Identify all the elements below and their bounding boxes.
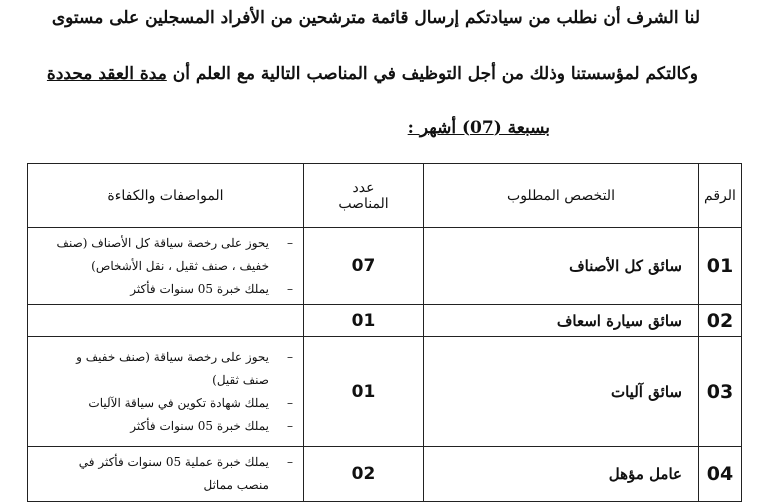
- row-number: 02: [699, 305, 742, 337]
- header-number: الرقم: [699, 164, 742, 228]
- header-count-line-1: عدد: [352, 179, 375, 196]
- qualification-item-continued: خفيف ، صنف ثقيل ، نقل الأشخاص): [91, 258, 269, 273]
- row-count: 01: [304, 305, 424, 337]
- table-row: [28, 305, 742, 337]
- qualification-item-continued: صنف ثقيل): [212, 373, 269, 388]
- header-qualifications: المواصفات والكفاءة: [28, 164, 304, 228]
- qualification-item: – يملك خبرة 05 سنوات فأكثر: [34, 415, 297, 438]
- qualification-item-continued: منصب مماثل: [203, 478, 269, 493]
- intro-line-1: لنا الشرف أن نطلب من سيادتكم إرسال قائمة مترشحين من الأفراد المسجلين على مستوى: [51, 8, 700, 28]
- row-number: 03: [699, 337, 742, 447]
- row-count: 02: [304, 447, 424, 502]
- header-specialty: التخصص المطلوب: [424, 164, 699, 228]
- row-specialty: سائق آليات: [424, 337, 699, 447]
- row-qualifications: [28, 305, 304, 337]
- qualification-item: – يملك خبرة 05 سنوات فأكثر: [34, 278, 297, 301]
- intro-line-2-text: وكالتكم لمؤسستنا وذلك من أجل التوظيف في المناصب التالية مع العلم أن: [166, 64, 698, 84]
- qualification-item: – يحوز على رخصة سياقة كل الأصناف (صنف: [34, 232, 297, 255]
- row-count: 07: [304, 228, 424, 305]
- row-number: 04: [699, 447, 742, 502]
- row-specialty: سائق سيارة اسعاف: [424, 305, 699, 337]
- table-header-row: [28, 164, 742, 228]
- qualification-item: – يحوز على رخصة سياقة (صنف خفيف و: [34, 346, 297, 369]
- row-number: 01: [699, 228, 742, 305]
- table-row: [28, 447, 742, 502]
- row-count: 01: [304, 337, 424, 447]
- header-count-line-2: المناصب: [338, 195, 389, 212]
- row-specialty: سائق كل الأصناف: [424, 228, 699, 305]
- contract-duration-emphasis: مدة العقد محددة: [46, 64, 167, 84]
- row-qualifications: [28, 337, 304, 447]
- intro-line-2: [40, 64, 698, 84]
- qualification-item: – يملك شهادة تكوين في سياقة الآليات: [34, 392, 297, 415]
- intro-line-3: بسبعة (07) أشهر :: [407, 118, 550, 138]
- table-row: [28, 337, 742, 447]
- row-qualifications: [28, 228, 304, 305]
- positions-table: [27, 163, 742, 502]
- row-qualifications: [28, 447, 304, 502]
- table-row: [28, 228, 742, 305]
- header-count: [304, 164, 424, 228]
- qualification-item: – يملك خبرة عملية 05 سنوات فأكثر في: [34, 451, 297, 474]
- row-specialty: عامل مؤهل: [424, 447, 699, 502]
